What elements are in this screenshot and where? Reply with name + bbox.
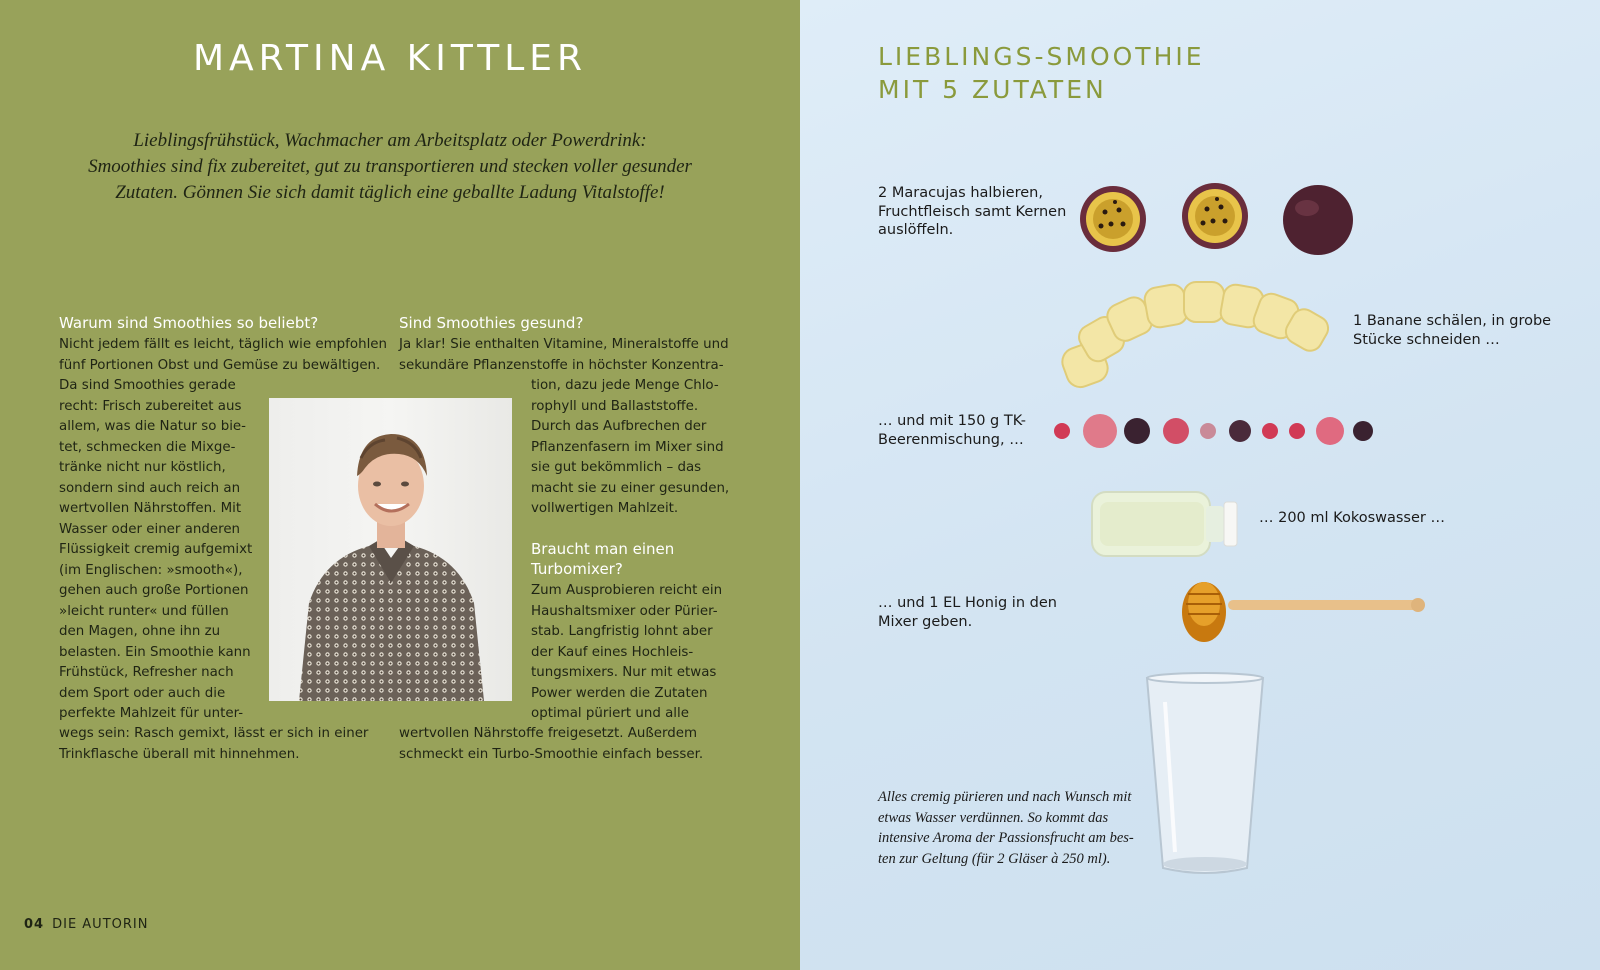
recipe-title (878, 40, 1205, 106)
heading-line: Braucht man einen (531, 540, 675, 558)
banana-slices-icon (1060, 280, 1350, 395)
text-line: rophyll und Ballaststoffe. (531, 398, 699, 414)
text-line: der Kauf eines Hochleis- (531, 644, 694, 660)
text-line: tränke nicht nur köstlich, (59, 460, 226, 475)
warum-text-narrow (59, 376, 252, 725)
intro-text (70, 128, 710, 206)
step-4-text (1259, 509, 1445, 528)
turbo-text-end (399, 724, 703, 765)
heading-gesund: Sind Smoothies gesund? (399, 314, 584, 332)
text-line: Mixer geben. (878, 613, 973, 630)
text-line: perfekte Mahlzeit für unter- (59, 706, 244, 721)
page-footer (24, 917, 148, 932)
text-line: Da sind Smoothies gerade (59, 378, 236, 393)
text-line: … 200 ml Kokoswasser … (1259, 510, 1445, 526)
text-line: (im Englischen: »smooth«), (59, 562, 243, 578)
text-line: Flüssigkeit cremig aufgemixt (59, 542, 253, 557)
text-line: belasten. Ein Smoothie kann (59, 644, 251, 660)
turbo-text-narrow (531, 581, 722, 725)
intro-line: Zutaten. Gönnen Sie sich damit täglich eine geballte Ladung Vitalstoffe! (115, 182, 665, 203)
text-line: 2 Maracujas halbieren, (878, 185, 1043, 201)
text-line: wertvollen Nährstoffen. Mit (59, 501, 242, 516)
text-line: sondern sind auch reich an (59, 480, 241, 496)
text-line: Pflanzenfasern im Mixer sind (531, 439, 724, 455)
text-line: tion, dazu jede Menge Chlo- (531, 378, 719, 393)
text-line: wegs sein: Rasch gemixt, lässt er sich in einer (59, 726, 369, 741)
gesund-text-narrow (531, 376, 729, 520)
text-line: »leicht runter« und füllen (59, 603, 229, 619)
final-instruction (878, 787, 1134, 869)
text-line: Alles cremig pürieren und nach Wunsch mit (878, 789, 1132, 805)
title-line: LIEBLINGS-SMOOTHIE (878, 42, 1205, 71)
text-line: den Magen, ohne ihn zu (59, 624, 221, 639)
passion-fruit-icon (1075, 180, 1365, 260)
text-line: vollwertigen Mahlzeit. (531, 501, 679, 516)
text-line: Trinkflasche überall mit hinnehmen. (59, 746, 300, 762)
intro-line: Smoothies sind fix zubereitet, gut zu transportieren und stecken voller gesunder (88, 156, 692, 177)
berries-icon (1050, 406, 1390, 456)
text-line: Fruchtfleisch samt Kernen (878, 203, 1067, 220)
author-name: MARTINA KITTLER (192, 38, 588, 79)
text-line: Haushaltsmixer oder Pürier- (531, 603, 718, 619)
text-line: Ja klar! Sie enthalten Vitamine, Mineralstoffe und (399, 337, 729, 352)
text-line: Nicht jedem fällt es leicht, täglich wie empfohlen (59, 337, 388, 352)
text-line: Durch das Aufbrechen der (531, 419, 707, 434)
text-line: tet, schmecken die Mixge- (59, 439, 236, 455)
text-line: … und 1 EL Honig in den (878, 595, 1057, 611)
text-line: sie gut bekömmlich – das (531, 460, 702, 475)
text-line: Frühstück, Refresher nach (59, 665, 234, 680)
text-line: recht: Frisch zubereitet aus (59, 398, 242, 414)
intro-line: Lieblingsfrühstück, Wachmacher am Arbeitsplatz oder Powerdrink: (133, 130, 647, 151)
text-line: dem Sport oder auch die (59, 685, 226, 701)
step-5-text (878, 594, 1057, 631)
text-line: sekundäre Pflanzenstoffe in höchster Konzentra- (399, 357, 724, 373)
text-line: macht sie zu einer gesunden, (531, 480, 730, 496)
text-line: wertvollen Nährstoffe freigesetzt. Außerdem (399, 726, 698, 741)
text-line: … und mit 150 g TK- (878, 413, 1026, 429)
text-line: gehen auch große Portionen (59, 583, 249, 598)
text-line: etwas Wasser verdünnen. So kommt das (878, 809, 1109, 826)
step-2-text (1353, 312, 1551, 349)
text-line: stab. Langfristig lohnt aber (531, 624, 713, 639)
text-line: Beerenmischung, … (878, 431, 1024, 448)
heading-turbo (531, 539, 674, 579)
text-line: Wasser oder einer anderen (59, 521, 241, 537)
glass-icon (1143, 672, 1268, 882)
author-portrait (269, 398, 512, 701)
text-line: allem, was die Natur so bie- (59, 419, 246, 434)
warum-text-end (59, 724, 368, 765)
text-line: tungsmixers. Nur mit etwas (531, 665, 717, 680)
text-line: intensive Aroma der Passionsfrucht am bes- (878, 830, 1134, 846)
step-3-text (878, 412, 1026, 449)
text-line: ten zur Geltung (für 2 Gläser à 250 ml). (878, 850, 1111, 867)
coconut-water-bottle-icon (1090, 488, 1240, 560)
text-line: 1 Banane schälen, in grobe (1353, 313, 1552, 329)
text-line: auslöffeln. (878, 222, 954, 238)
heading-line: Turbomixer? (531, 560, 623, 578)
text-line: Zum Ausprobieren reicht ein (531, 583, 723, 598)
text-line: schmeckt ein Turbo-Smoothie einfach besser. (399, 746, 704, 762)
gesund-text-full (399, 335, 729, 376)
title-line: MIT 5 ZUTATEN (878, 75, 1107, 104)
text-line: optimal püriert und alle (531, 706, 689, 721)
honey-dipper-icon (1178, 568, 1428, 644)
page-number: 04 (24, 917, 45, 932)
heading-warum: Warum sind Smoothies so beliebt? (59, 314, 319, 332)
portrait-illustration (269, 398, 512, 701)
text-line: fünf Portionen Obst und Gemüse zu bewältigen. (59, 357, 381, 373)
warum-text-full (59, 335, 387, 376)
text-line: Power werden die Zutaten (531, 685, 708, 701)
text-line: Stücke schneiden … (1353, 331, 1500, 348)
footer-section: DIE AUTORIN (52, 917, 149, 932)
step-1-text (878, 184, 1066, 240)
